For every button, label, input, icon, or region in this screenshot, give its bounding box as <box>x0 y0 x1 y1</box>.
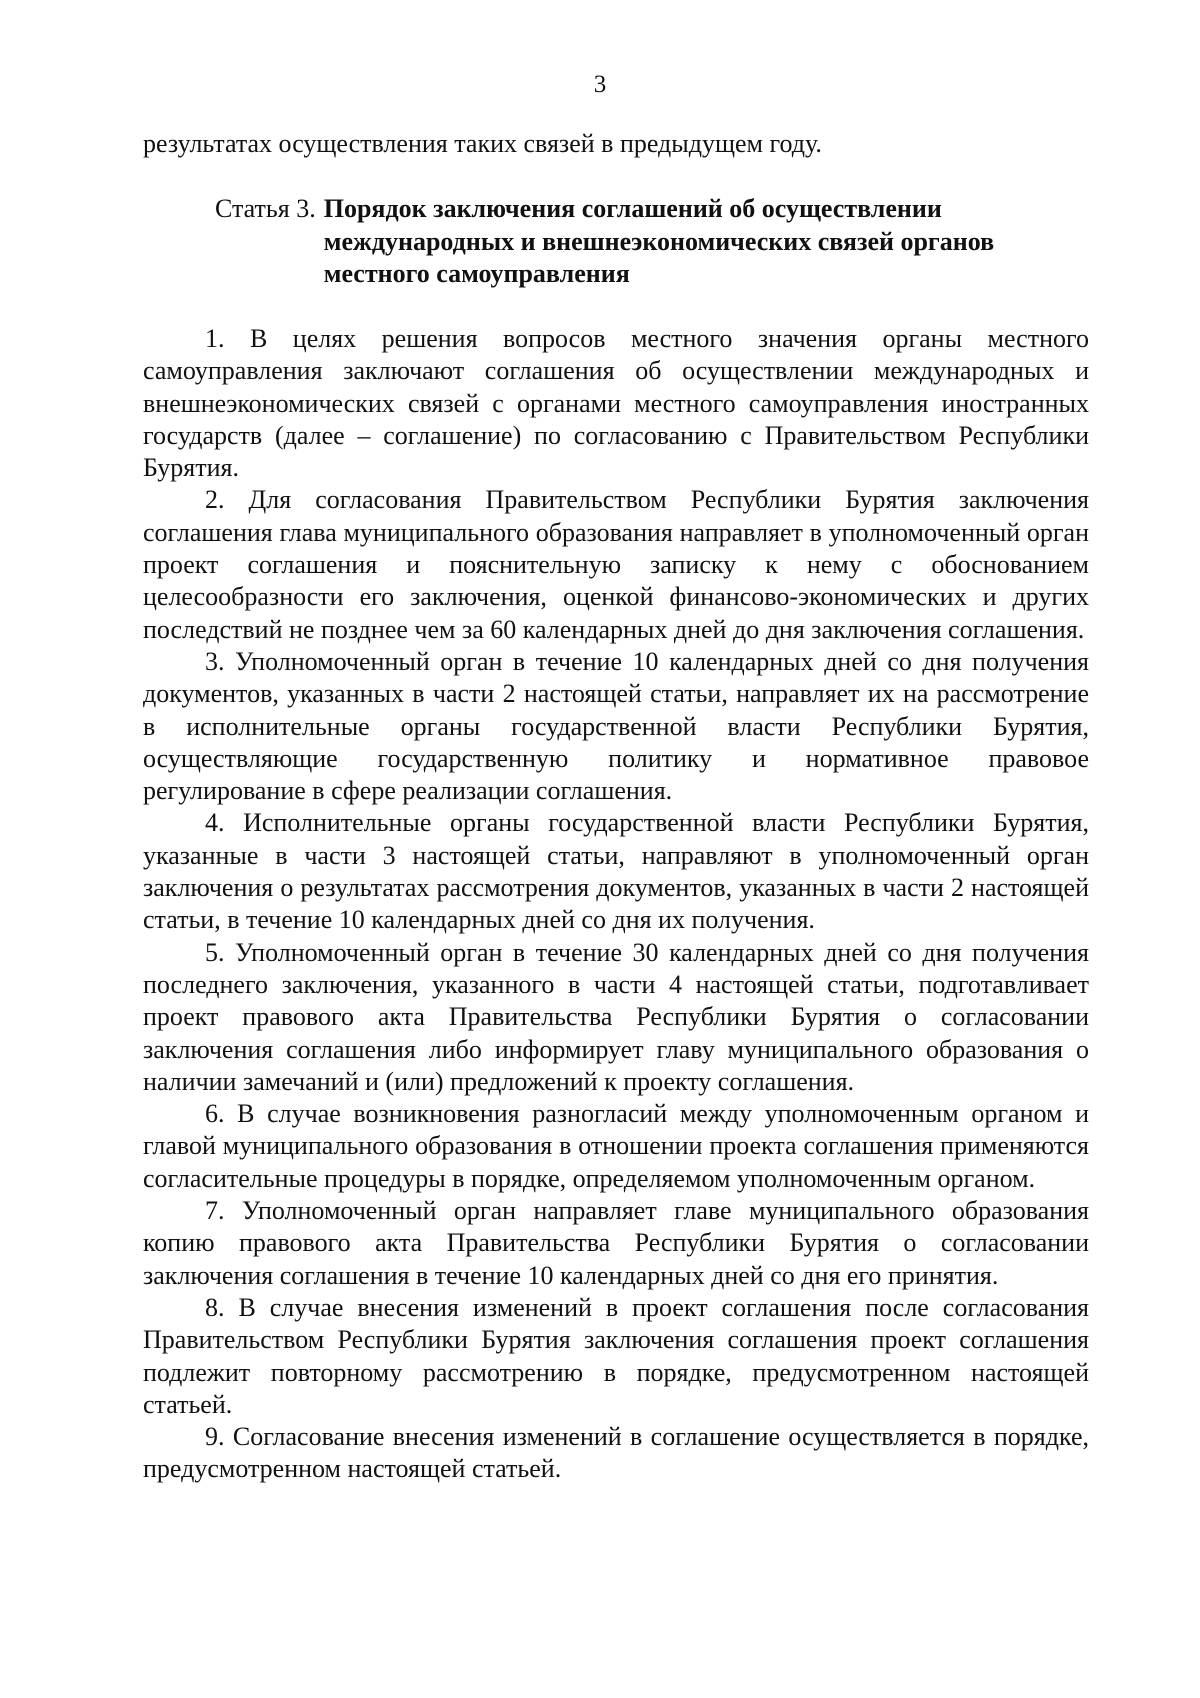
article-body <box>143 323 1089 1486</box>
article-heading <box>215 193 1095 291</box>
continuation-text: результатах осуществления таких связей в предыдущем году. <box>143 129 822 158</box>
paragraph-7: 7. Уполномоченный орган направляет главе муниципального образования копию правового акта Правительства Республики Бурятия о согласовании заключения соглашения в течение 10 календарных дней со дня его принятия. <box>143 1196 1089 1290</box>
paragraph-1: 1. В целях решения вопросов местного значения органы местного самоуправления заключают соглашения об осуществлении международных и внешнеэкономических связей с органами местного самоуправления иностранных государств (далее – соглашение) по согласованию с Правительством Республики Бурятия. <box>143 324 1089 483</box>
paragraph-5: 5. Уполномоченный орган в течение 30 календарных дней со дня получения последнего заключения, указанного в части 4 настоящей статьи, подготавливает проект правового акта Правительства Республики Бурятия о согласовании заключения соглашения либо информирует главу муниципального образования о наличии замечаний и (или) предложений к проекту соглашения. <box>143 937 1089 1096</box>
paragraph-9: 9. Согласование внесения изменений в соглашение осуществляется в порядке, предусмотренном настоящей статьей. <box>143 1422 1089 1484</box>
page-number: 3 <box>593 71 607 98</box>
article-title: Порядок заключения соглашений об осуществлении международных и внешнеэкономических связей органов местного самоуправления <box>323 194 995 288</box>
paragraph-2: 2. Для согласования Правительством Республики Бурятия заключения соглашения глава муниципального образования направляет в уполномоченный орган проект соглашения и пояснительную записку к нему с обоснованием целесообразности его заключения, оценкой финансово-экономических и других последствий не позднее чем за 60 календарных дней до дня заключения соглашения. <box>143 485 1089 644</box>
paragraph-6: 6. В случае возникновения разногласий между уполномоченным органом и главой муниципального образования в отношении проекта соглашения применяются согласительные процедуры в порядке, определяемом уполномоченным органом. <box>143 1099 1089 1193</box>
article-label: Статья 3. <box>215 194 316 223</box>
paragraph-8: 8. В случае внесения изменений в проект соглашения после согласования Правительством Республики Бурятия заключения соглашения проект соглашения подлежит повторному рассмотрению в порядке, предусмотренном настоящей статьей. <box>143 1292 1089 1419</box>
paragraph-3: 3. Уполномоченный орган в течение 10 календарных дней со дня получения документов, указанных в части 2 настоящей статьи, направляет их на рассмотрение в исполнительные органы государственной власти Республики Бурятия, осуществляющие государственную политику и нормативное правовое регулирование в сфере реализации соглашения. <box>143 646 1089 806</box>
paragraph-4: 4. Исполнительные органы государственной власти Республики Бурятия, указанные в части 3 настоящей статьи, направляют в уполномоченный орган заключения о результатах рассмотрения документов, указанных в части 2 настоящей статьи, в течение 10 календарных дней со дня их получения. <box>143 808 1089 935</box>
